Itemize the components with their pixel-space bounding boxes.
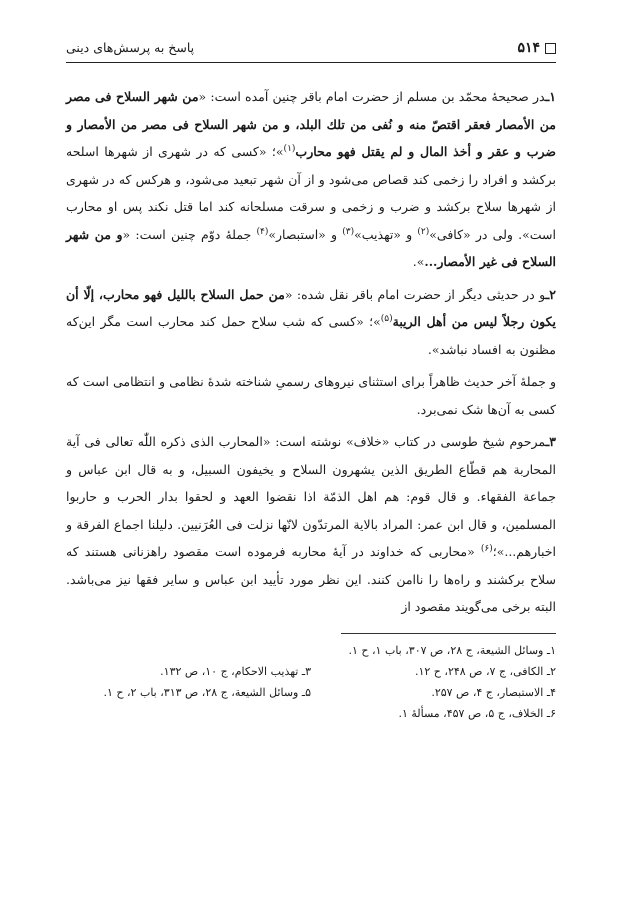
paragraph-3: و جملهٔ آخر حدیث ظاهراً برای استثنای نیروهای رسمیِ شناخته شدهٔ نظامی و انتظامی است که کسی به آن‌ها شک نمی‌برد. [66, 374, 556, 417]
paragraph-1: ۱ـدر صحیحهٔ محمّد بن مسلم از حضرت امام باقر چنین آمده است: «من شهر السلاح فی مصر من الأمصار فعقر اقتصّ منه و نُفی من تلك البلد، و من شهر السلاح فی مصر من الأمصار و ضرب و عقر و أخذ المال و لم یقتل فهو محارب$^{(۱)}$»؛ «کسی که در شهری از شهرها اسلحه برکشد و افراد را زخمی کند قصاص می‌شود و از آن شهر تبعید می‌شود، و هرکس که در شهری از شهرها سلاح برکشد و ضرب و زخمی و سرقت مسلحانه کند اما قتل نکند پس او محارب است». ولی در «کافی»$^{(۲)}$ و «تهذیب»$^{(۳)}$ و «استبصار»$^{(۴)}$ جملهٔ دوّم چنین است: «و من شهر السلاح فی غیر الأمصار...». [66, 89, 556, 269]
book-page [66, 36, 556, 866]
footnote-ref[interactable]: (۶) [480, 543, 493, 554]
footnote-6: ۶ـ الخلاف، ج ۵، ص ۴۵۷، مسألهٔ ۱. [398, 706, 556, 720]
footnote-ref[interactable]: (۲) [417, 226, 430, 237]
footnote-1: ۱ـ وسائل الشیعة، ج ۲۸، ص ۳۰۷، باب ۱، ح ۱. [348, 643, 556, 657]
footnote-divider [341, 633, 556, 634]
page-body [66, 83, 556, 621]
footnotes [66, 640, 556, 724]
page-header [66, 36, 556, 63]
square-bullet-icon [545, 43, 556, 54]
footnote-5: ۵ـ وسائل الشیعة، ج ۲۸، ص ۳۱۳، باب ۲، ح ۱. [103, 685, 311, 699]
running-title: پاسخ به پرسش‌های دینی [66, 40, 195, 55]
footnote-2: ۲ـ الکافی، ج ۷، ص ۲۴۸، ح ۱۲. [414, 664, 556, 678]
paragraph-4: ۳ـمرحوم شیخ طوسی در کتاب «خلاف» نوشته است: «المحارب الذی ذکره اللّٰه تعالی فی آیة المحاربة هم قطّاع الطریق الذین یشهرون السلاح و یخیفون السبیل، و به قال ابن عباس و جماعة الفقهاء. و قال قوم: هم اهل الذمّة اذا نقضوا العهد و لحقوا بدار الحرب و حاربوا المسلمین، و قال ابن عمر: المراد بالایة المرتدّون لانّها نزلت فی العُرَنیین. دلیلنا اجماع الفرقة و اخبارهم...»؛$^{(۶)}$ «محاربی که خداوند در آیهٔ محاربه فرموده است مقصود راهزنانی هستند که سلاح برکشند و راه‌ها را ناامن کنند. این نظر مورد تأیید ابن عباس و سایر فقها نیز می‌باشد. البته برخی می‌گویند مقصود از [66, 434, 556, 614]
footnote-ref[interactable]: (۴) [256, 226, 269, 237]
footnote-ref[interactable]: (۵) [380, 313, 393, 324]
footnote-3: ۳ـ تهذیب الاحکام، ج ۱۰، ص ۱۳۲. [160, 664, 311, 678]
page-number: ۵۱۴ [517, 40, 556, 56]
footnote-ref[interactable]: (۱) [283, 143, 296, 154]
paragraph-2: ۲ـو در حدیثی دیگر از حضرت امام باقر نقل شده: «من حمل السلاح باللیل فهو محارب، إلّا أن یکون رجلاً لیس من أهل الریبة$^{(۵)}$»؛ «کسی که شب سلاح حمل کند محارب است مگر این‌که مظنون به افساد نباشد». [66, 286, 557, 357]
footnote-ref[interactable]: (۳) [342, 226, 355, 237]
footnote-4: ۴ـ الاستبصار، ج ۴، ص ۲۵۷. [431, 685, 556, 699]
